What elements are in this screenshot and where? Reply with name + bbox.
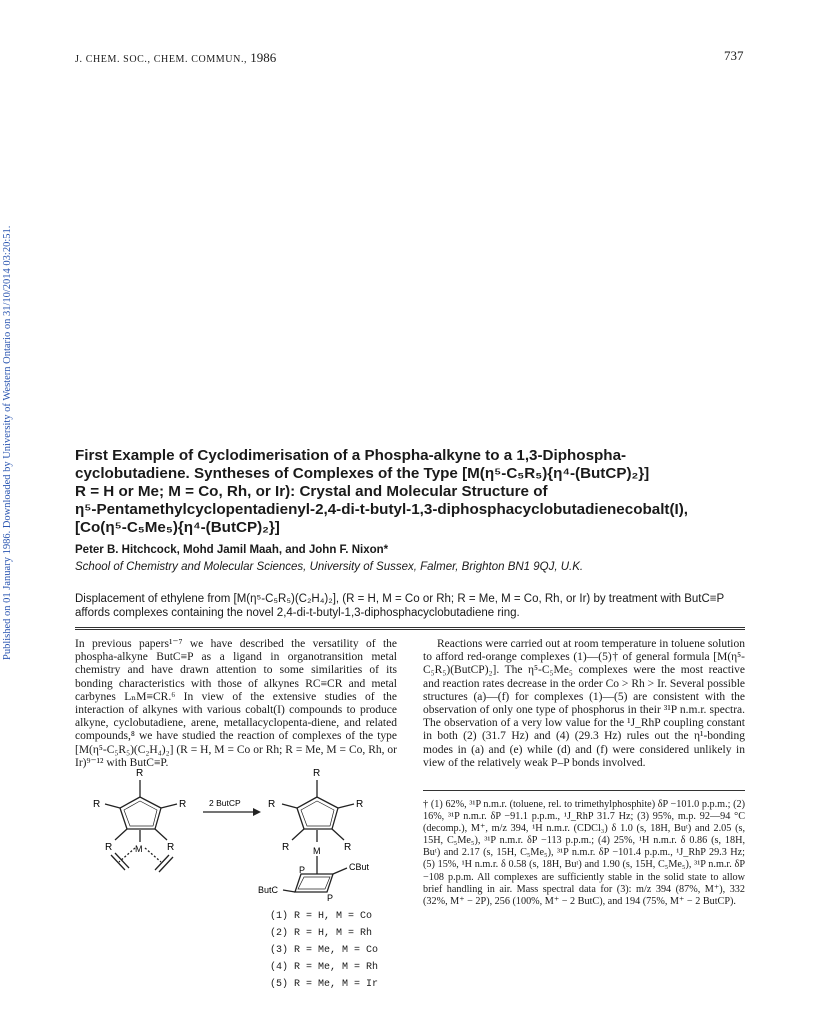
scheme-r-label: R bbox=[313, 768, 321, 779]
title-line: η⁵-Pentamethylcyclopentadienyl-2,4-di-t-butyl-1,3-diphosphacyclobutadienecobalt(I), bbox=[75, 501, 689, 518]
title-line: First Example of Cyclodimerisation of a Phospha-alkyne to a 1,3-Diphospha- bbox=[75, 447, 627, 464]
scheme-r-label: R bbox=[136, 768, 144, 779]
title-line: [Co(η⁵-C₅Me₅){η⁴-(ButCP)₂}] bbox=[75, 519, 280, 536]
running-header bbox=[75, 50, 276, 66]
article-title bbox=[75, 447, 745, 537]
scheme-r-label: R bbox=[282, 842, 290, 853]
scheme-drawing bbox=[75, 762, 400, 1012]
title-line: R = H or Me; M = Co, Rh, or Ir): Crystal and Molecular Structure of bbox=[75, 483, 548, 500]
scheme-p-label: P bbox=[299, 865, 306, 875]
scheme-r-label: R bbox=[167, 842, 175, 853]
compound-label: (3) R = Me, M = Co bbox=[270, 945, 379, 956]
journal-year: 1986 bbox=[250, 50, 277, 65]
footnote: † (1) 62%, ³¹P n.m.r. (toluene, rel. to trimethylphosphite) δP −101.0 p.p.m.; (2) 16%, ³¹P n.m.r. δP −91.1 p.p.m., ¹J_RhP 31.7 Hz; (3) 95%, m.p. 92—94 °C (decomp.), M⁺, m/z 394, ¹H n.m.r. (CDCl₃) δ 1.0 (s, 18H, Buᵗ) and 2.05 (s, 15H, C₅Me₅), ³¹P n.m.r. δP −113 p.p.m.; (4) 25%, ¹H n.m.r. δ 0.86 (s, 18H, Buᵗ) and 2.17 (s, 15H, C₅Me₅), ³¹P n.m.r. δP −101.4 p.p.m., ¹J_RhP 29.3 Hz; (5) 15%, ¹H n.m.r. δ 0.58 (s, 18H, Buᵗ) and 1.90 (s, 15H, C₅Me₅), ³¹P n.m.r. δP −108 p.p.m. All complexes are sufficiently stable in the solid state to allow brief handling in air. Mass spectral data for (3): m/z 394 (87%, M⁺), 332 (32%, M⁺ − 2P), 256 (100%, M⁺ − 2 ButC), and 194 (75%, M⁺ − 2 ButCP). bbox=[423, 799, 745, 907]
body-column-right: Reactions were carried out at room temperature in toluene solution to afford red-orange complexes (1)—(5)† of general formula [M(η⁵-C₅R₅)(ButCP)₂]. The η⁵-C₅Me₅ complexes were the most reactive and reaction rates decrease in the order Co > Rh > Ir. Several possible structures (a)—(f) for complexes (1)—(5) are consistent with the observation of only one type of phosphorus in their ³¹P n.m.r. spectra. The observation of a very low value for the ¹J_RhP coupling constant in both (2) (31.7 Hz) and (4) (29.3 Hz) rules out the η¹-bonding modes in (a) and (e) while (d) and (f) were considered unlikely in view of the relatively weak P–P bonds involved. bbox=[423, 638, 745, 769]
download-watermark bbox=[2, 190, 16, 660]
scheme-r-label: R bbox=[344, 842, 352, 853]
title-line: cyclobutadiene. Syntheses of Complexes of the Type [M(η⁵-C₅R₅){η⁴-(ButCP)₂}] bbox=[75, 465, 650, 482]
abstract-rule bbox=[75, 627, 745, 628]
abstract-rule-2 bbox=[75, 629, 745, 630]
compound-label: (4) R = Me, M = Rh bbox=[270, 962, 379, 973]
compound-label: (1) R = H, M = Co bbox=[270, 911, 373, 922]
reaction-arrowhead bbox=[253, 808, 261, 816]
reaction-scheme bbox=[75, 762, 400, 1012]
compound-label: (5) R = Me, M = Ir bbox=[270, 979, 379, 990]
scheme-m-label: M bbox=[313, 846, 321, 856]
affiliation: School of Chemistry and Molecular Sciences, University of Sussex, Falmer, Brighton BN1 9QJ, U.K. bbox=[75, 561, 584, 573]
scheme-r-label: R bbox=[105, 842, 113, 853]
scheme-r-label: R bbox=[93, 799, 101, 810]
scheme-cbut-label: CBut bbox=[349, 862, 370, 872]
download-watermark-text: Published on 01 January 1986. Downloaded by University of Western Ontario on 31/10/2014 03:20:51. bbox=[2, 225, 13, 660]
scheme-r-label: R bbox=[179, 799, 187, 810]
page-number: 737 bbox=[724, 48, 744, 63]
body-column-left: In previous papers¹⁻⁷ we have described the versatility of the phospha-alkyne ButC≡P as a ligand in organotransition metal chemistry and have drawn attention to some similarities of its bonding characteristics with those of alkynes RC≡CR and metal carbynes LₙM≡CR.⁶ In view of the extensive studies of the interaction of alkynes with various cobalt(I) compounds to produce alkyne, cyclobutadiene, arene, metallacyclopenta-diene, and related compounds,⁸ we have studied the reaction of complexes of the type [M(η⁵-C₅R₅)(C₂H₄)₂] (R = H, M = Co or Rh; R = Me, M = Co, Rh, or Ir)⁹⁻¹² with ButC≡P. bbox=[75, 638, 397, 769]
scheme-p-label: P bbox=[327, 893, 334, 903]
scheme-r-label: R bbox=[356, 799, 364, 810]
right-cp-ring bbox=[282, 780, 354, 892]
compound-label: (2) R = H, M = Rh bbox=[270, 928, 373, 939]
scheme-m-label: M bbox=[135, 844, 143, 854]
abstract: Displacement of ethylene from [M(η⁵-C₅R₅)(C₂H₄)₂], (R = H, M = Co or Rh; R = Me, M = Co, Rh, or Ir) by treatment with ButC≡P affords complexes containing the novel 2,4-di-t-butyl-1,3-diphosphacyclobutadiene ring. bbox=[75, 593, 724, 619]
footnote-rule bbox=[423, 790, 745, 791]
scheme-butc-label: ButC bbox=[258, 885, 279, 895]
left-cp-ring bbox=[105, 780, 177, 872]
authors: Peter B. Hitchcock, Mohd Jamil Maah, and John F. Nixon* bbox=[75, 544, 389, 556]
scheme-r-label: R bbox=[268, 799, 276, 810]
reagent-label: 2 ButCP bbox=[209, 798, 241, 808]
journal-name: J. CHEM. SOC., CHEM. COMMUN., bbox=[75, 54, 248, 65]
